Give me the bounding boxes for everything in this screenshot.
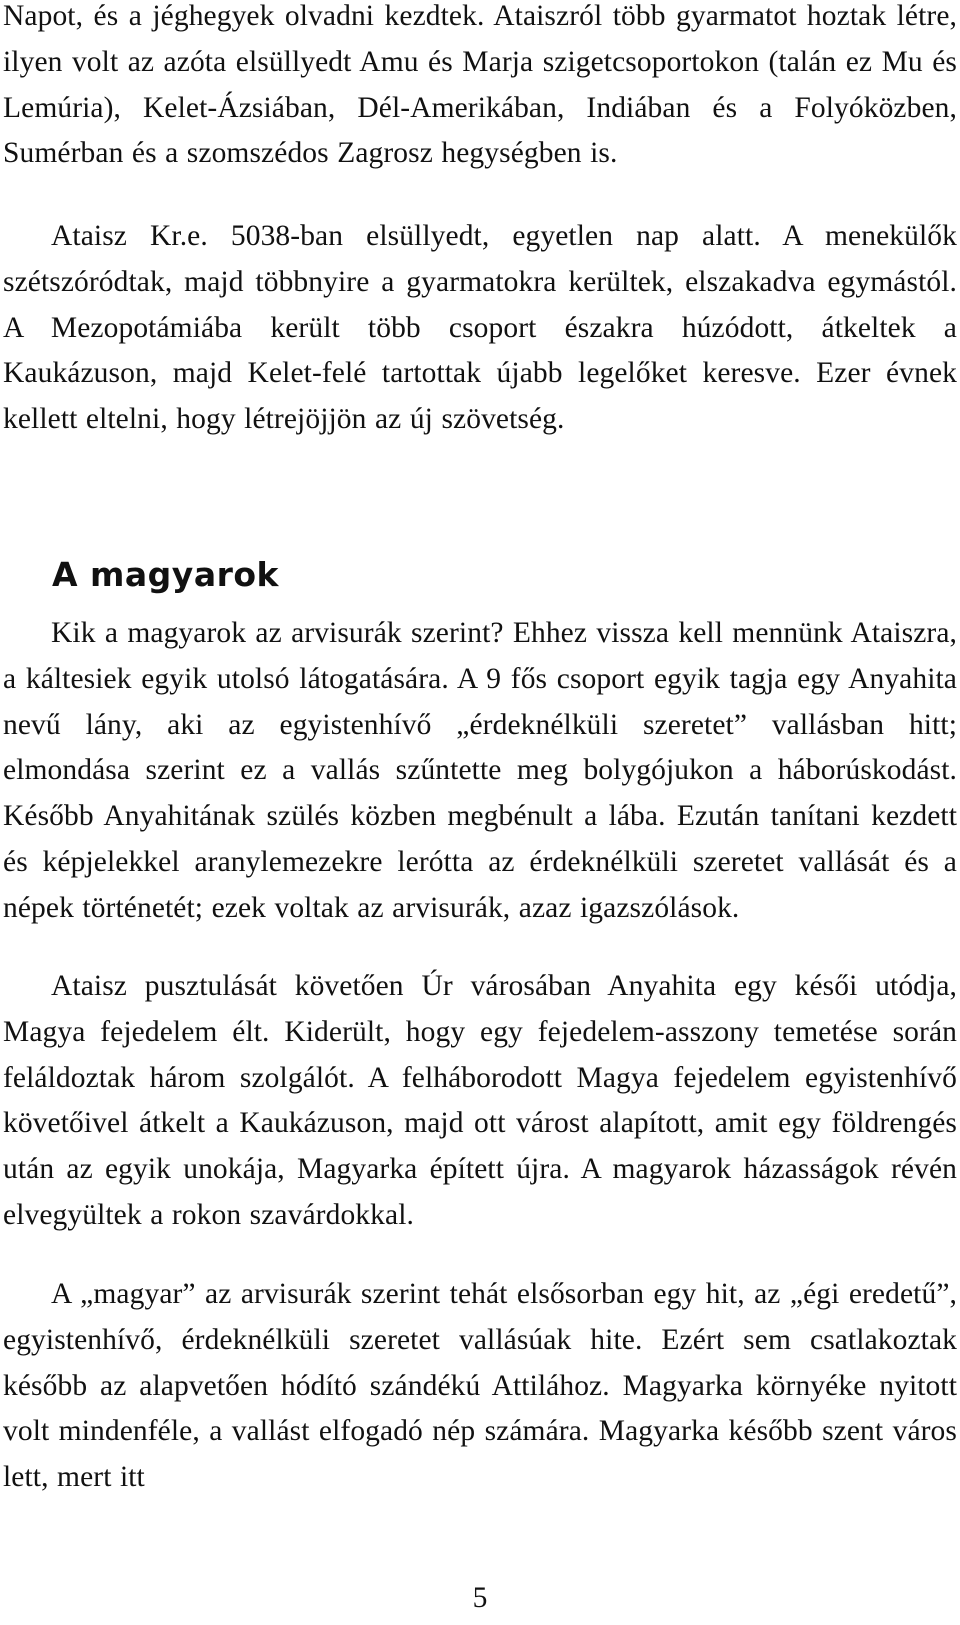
paragraph-magya: Ataisz pusztulását követően Úr városában Anyahita egy késői utódja, Magya fejedelem élt. Kiderült, hogy egy fejedelem-asszony temetése során feláldoztak három szolgálót. A felháborodott Magya fejedelem egyistenhívő követőivel átkelt a Kaukázuson, majd ott várost alapított, amit egy földrengés után az egyik unokája, Magyarka épített újra. A magyarok házasságok révén elvegyültek a rokon szavárdokkal. — [3, 970, 957, 1231]
paragraph-magyar-faith: A „magyar” az arvisurák szerint tehát elsősorban egy hit, az „égi eredetű”, egyistenhívő, érdeknélküli szeretet vallásúak hite. Ezért sem csatlakoztak később az alapvetően hódító szándékú Attilához. Magyarka környéke nyitott volt mindenféle, a vallást elfogadó nép számára. Magyarka később szent város lett, mert itt — [3, 1278, 957, 1494]
page-number: 5 — [472, 1582, 488, 1614]
section-heading: A magyarok — [52, 555, 279, 594]
paragraph-zagrosz: Napot, és a jéghegyek olvadni kezdtek. Ataiszról több gyarmatot hoztak létre, ilyen volt az azóta elsüllyedt Amu és Marja szigetcsoportokon (talán ez Mu és Lemúria), Kelet-Ázsiában, Dél-Amerikában, Indiában és a Folyóközben, Sumérban és a szomszédos Zagrosz hegységben is. — [3, 0, 957, 170]
paragraph-anyahita: Kik a magyarok az arvisurák szerint? Ehhez vissza kell mennünk Ataiszra, a káltesiek egyik utolsó látogatására. A 9 fős csoport egyik tagja egy Anyahita nevű lány, aki az egyistenhívő „érdeknélküli szeretet” vallásban hitt; elmondása szerint ez a vallás szűntette meg bolygójukon a háborúskodást. Később Anyahitának szülés közben megbénult a lába. Ezután tanítani kezdett és képjelekkel aranylemezekre lerótta az érdeknélküli szeretet vallását és a népek történetét; ezek voltak az arvisurák, azaz igazszólások. — [3, 617, 957, 924]
paragraph-ataisz-sinking: Ataisz Kr.e. 5038-ban elsüllyedt, egyetlen nap alatt. A menekülők szétszóródtak, majd többnyire a gyarmatokra kerültek, elszakadva egymástól. A Mezopotámiába került több csoport északra húzódott, átkeltek a Kaukázuson, majd Kelet-felé tartottak újabb legelőket keresve. Ezer évnek kellett eltelni, hogy létrejöjjön az új szövetség. — [3, 220, 957, 436]
document-page — [3, 0, 957, 1625]
